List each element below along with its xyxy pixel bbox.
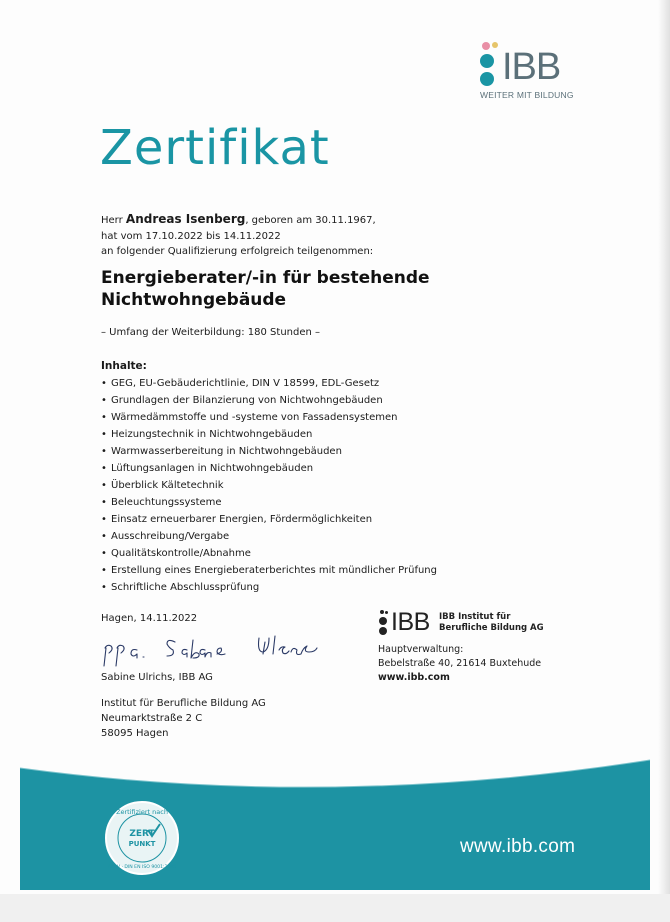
hq-address: Bebelstraße 40, 21614 Buxtehude: [378, 658, 542, 669]
list-item: • Wärmedämmstoffe und -systeme von Fassadensystemen: [101, 412, 398, 423]
list-item: • Beleuchtungssysteme: [101, 497, 222, 508]
recipient-intro: [101, 212, 376, 260]
recipient-name: Andreas Isenberg: [125, 212, 246, 226]
ibb-logo: [472, 40, 582, 104]
list-item: • Erstellung eines Energieberaterberichtes mit mündlicher Prüfung: [101, 565, 437, 576]
footer-band: [0, 740, 670, 900]
course-period: hat vom 17.10.2022 bis 14.11.2022: [101, 230, 281, 242]
institute-dots-icon: [377, 610, 391, 636]
hq-website: www.ibb.com: [378, 672, 450, 683]
course-title: [101, 267, 430, 311]
training-scope: – Umfang der Weiterbildung: 180 Stunden –: [101, 327, 321, 338]
svg-text:AZAV · DIN EN ISO 9001:2015: AZAV · DIN EN ISO 9001:2015: [107, 865, 177, 870]
course-title-line2: Nichtwohngebäude: [101, 290, 287, 310]
birth-date: , geboren am 30.11.1967,: [245, 215, 376, 226]
place-date: Hagen, 14.11.2022: [101, 613, 198, 624]
list-item: • Heizungstechnik in Nichtwohngebäuden: [101, 429, 313, 440]
address-line2: Neumarktstraße 2 C: [101, 713, 203, 724]
certificate-title: Zertifikat: [100, 120, 330, 176]
institute-logo: [377, 608, 577, 638]
contents-list: [101, 375, 437, 596]
list-item: • Einsatz erneuerbarer Energien, Fördermöglichkeiten: [101, 514, 373, 525]
sender-address: [101, 696, 266, 741]
course-title-line1: Energieberater/-in für bestehende: [101, 268, 430, 288]
contents-heading: Inhalte:: [101, 360, 147, 372]
list-item: • Schriftliche Abschlussprüfung: [101, 582, 260, 593]
list-item: • Grundlagen der Bilanzierung von Nichtwohngebäuden: [101, 395, 383, 406]
footer-url: www.ibb.com: [460, 836, 576, 857]
list-item: • Qualitätskontrolle/Abnahme: [101, 548, 251, 559]
svg-text:Zertifiziert nach: Zertifiziert nach: [116, 808, 168, 816]
hq-label: Hauptverwaltung:: [378, 644, 464, 655]
logo-tagline: WEITER MIT BILDUNG: [480, 90, 574, 100]
svg-text:ZERT: ZERT: [129, 829, 155, 839]
recipient-line: [101, 212, 376, 229]
handwritten-signature: [99, 628, 339, 672]
address-line3: 58095 Hagen: [101, 728, 169, 739]
list-item: • Warmwasserbereitung in Nichtwohngebäuden: [101, 446, 342, 457]
logo-wordmark: IBB: [502, 46, 561, 88]
address-line1: Institut für Berufliche Bildung AG: [101, 698, 266, 709]
list-item: • Lüftungsanlagen in Nichtwohngebäuden: [101, 463, 314, 474]
list-item: • Überblick Kältetechnik: [101, 480, 224, 491]
institute-name: IBB Institut für Berufliche Bildung AG: [439, 612, 544, 633]
headquarters: [378, 643, 541, 685]
signer-name: Sabine Ulrichs, IBB AG: [101, 672, 213, 683]
svg-text:PUNKT: PUNKT: [128, 840, 156, 848]
list-item: • GEG, EU-Gebäuderichtlinie, DIN V 18599, EDL-Gesetz: [101, 378, 380, 389]
scan-bottom-edge: [0, 894, 670, 922]
participation-text: an folgender Qualifizierung erfolgreich teilgenommen:: [101, 246, 374, 257]
salutation: Herr: [101, 215, 123, 226]
institute-wordmark: IBB: [391, 608, 430, 636]
certification-badge-icon: [104, 800, 180, 876]
contents-section: [101, 360, 437, 596]
list-item: • Ausschreibung/Vergabe: [101, 531, 230, 542]
